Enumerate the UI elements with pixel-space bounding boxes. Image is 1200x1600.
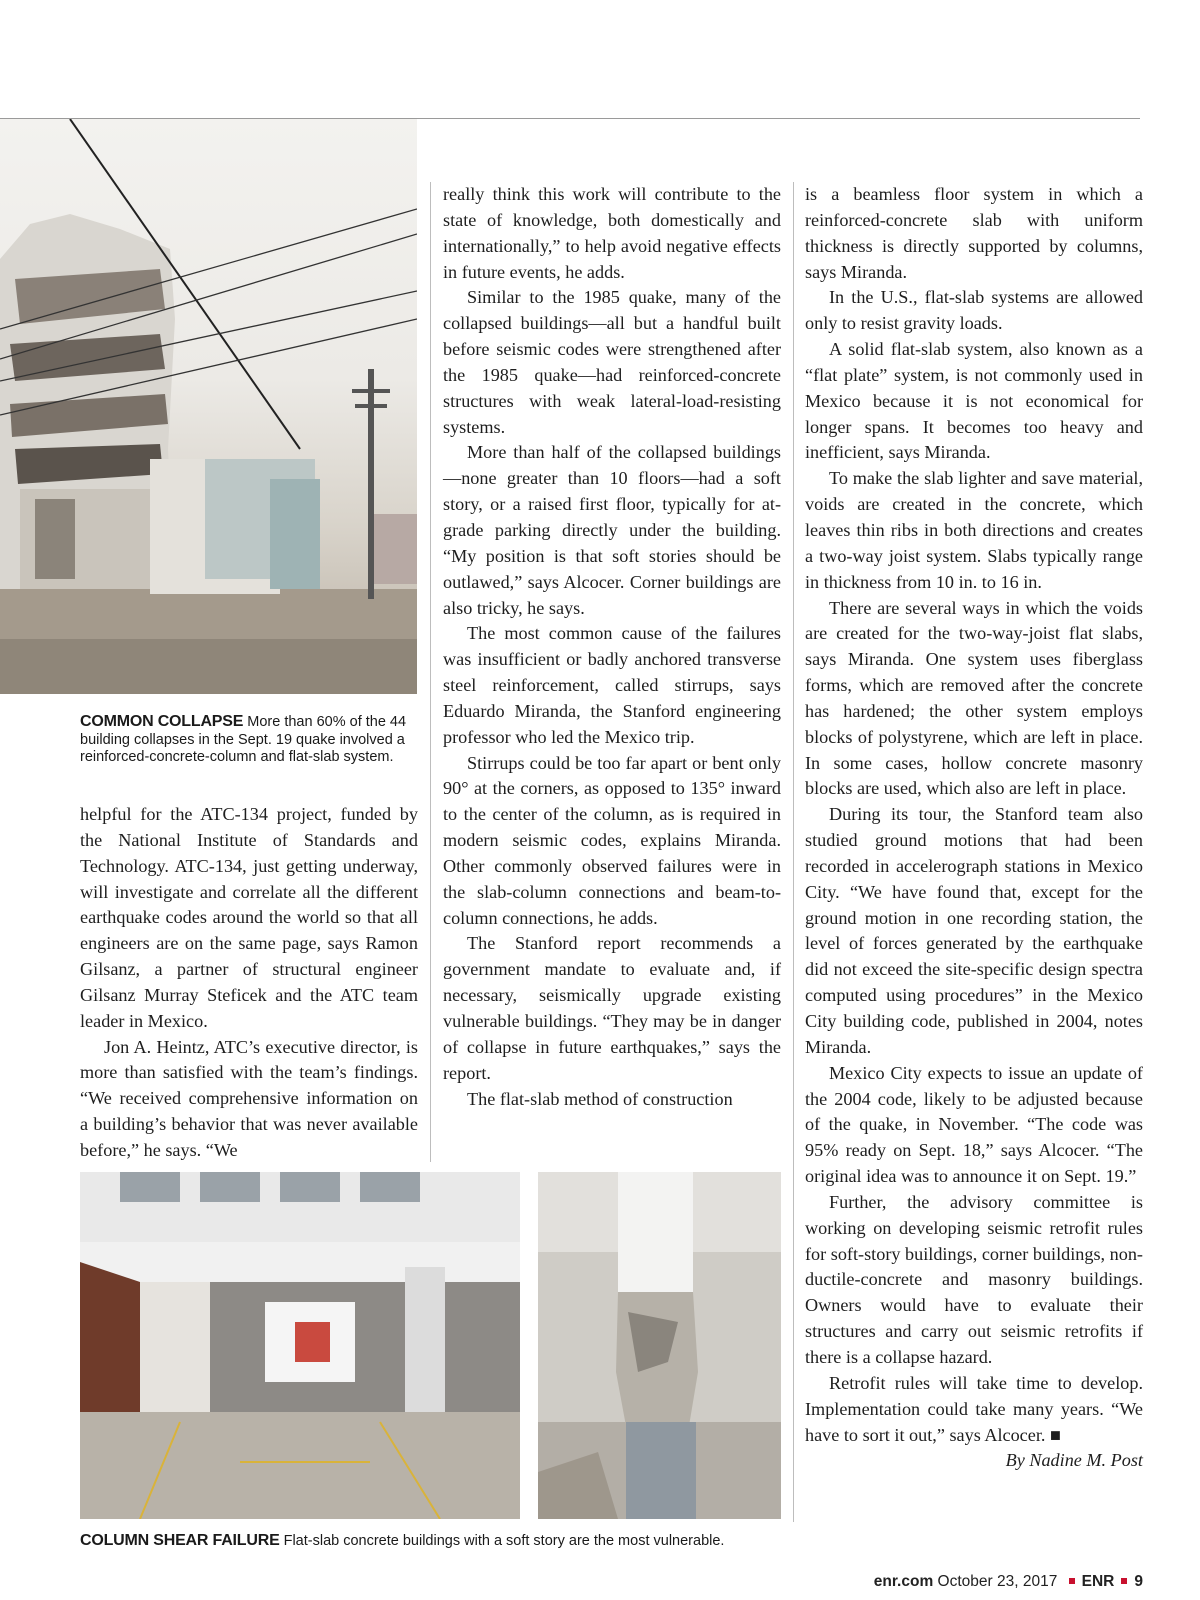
paragraph: During its tour, the Stanford team also studied ground motions that had been recorded in accelerograph stations in Mexico City. “We have found that, except for the ground motion in one recording station, the level of forces generated by the earthquake did not exceed the site-specific design spectra computed using procedures” in the Mexico City building code, published in 2004, notes Miranda. (805, 804, 1143, 1057)
caption-text: Flat-slab concrete buildings with a soft story are the most vulnerable. (283, 1533, 725, 1549)
paragraph: To make the slab lighter and save material, voids are created in the concrete, which leaves thin ribs in both directions and creates a two-way joist system. Slabs typically range in thickness from 10 in. to 16 in. (805, 468, 1143, 592)
article-column-2 (443, 182, 781, 1112)
paragraph: There are several ways in which the voids are created for the two-way-joist flat slabs, says Miranda. One system uses fiberglass forms, which are removed after the concrete has hardened; the other system employs blocks of polystyrene, which are left in place. In some cases, hollow concrete masonry blocks are used, which also are left in place. (805, 597, 1143, 799)
footer-brand: ENR (1081, 1573, 1115, 1590)
column-damage-close-photo (538, 1172, 781, 1519)
paragraph: The most common cause of the failures was insufficient or badly anchored transverse steel reinforcement, called stirrups, says Eduardo Miranda, the Stanford engineering professor who led the Mexico trip. (443, 623, 781, 747)
paragraph: Stirrups could be too far apart or bent only 90° at the corners, as opposed to 135° inward to the center of the column, as is required in modern seismic codes, explains Miranda. Other commonly observed failures were in the slab-column connections and beam-to-column connections, he adds. (443, 752, 781, 928)
paragraph: is a beamless floor system in which a reinforced-concrete slab with uniform thickness is directly supported by columns, says Miranda. (805, 184, 1143, 282)
paragraph: Retrofit rules will take time to develop. Implementation could take many years. “We have to sort it out,” says Alcocer. ■ (805, 1372, 1143, 1445)
paragraph: helpful for the ATC-134 project, funded by the National Institute of Standards and Technology. ATC-134, just getting underway, will investigate and correlate all the different earthquake codes around the world so that all engineers are on the same page, says Ramon Gilsanz, a partner of structural engineer Gilsanz Murray Steficek and the ATC team leader in Mexico. (80, 804, 418, 1031)
paragraph: In the U.S., flat-slab systems are allowed only to resist gravity loads. (805, 287, 1143, 334)
caption-heading: COMMON COLLAPSE (80, 713, 244, 730)
paragraph: A solid flat-slab system, also known as a “flat plate” system, is not commonly used in Mexico because it is not economical for longer spans. It becomes too heavy and inefficient, says Miranda. (805, 339, 1143, 463)
article-column-1 (80, 802, 418, 1164)
separator-square-icon (1069, 1578, 1075, 1584)
paragraph: really think this work will contribute to the state of knowledge, both domestically and internationally,” to help avoid negative effects in future events, he adds. (443, 184, 781, 282)
paragraph: Jon A. Heintz, ATC’s executive director, is more than satisfied with the team’s findings. “We received comprehensive information on a building’s behavior that was never available before,” he says. “We (80, 1036, 418, 1160)
article-column-3 (805, 182, 1143, 1474)
column-shear-caption (80, 1532, 780, 1551)
byline: By Nadine M. Post (1005, 1450, 1143, 1471)
page-footer (874, 1573, 1143, 1591)
collapsed-building-illustration (0, 119, 417, 694)
common-collapse-caption (80, 713, 410, 767)
caption-text: More than 60% of the 44 building collapses in the Sept. 19 quake involved a reinforced-concrete-column and flat-slab system. (80, 714, 407, 765)
column-damage-wide-photo (80, 1172, 520, 1519)
column-closeup-illustration (538, 1172, 781, 1519)
paragraph: More than half of the collapsed buildings—none greater than 10 floors—had a soft story, or a raised first floor, typically for at-grade parking directly under the building. “My position is that soft stories should be outlawed,” says Alcocer. Corner buildings are also tricky, he says. (443, 442, 781, 618)
parking-level-illustration (80, 1172, 520, 1519)
paragraph: Mexico City expects to issue an update of the 2004 code, likely to be adjusted because of the quake, in November. “The code was 95% ready on Sept. 18,” says Alcocer. “The original idea was to announce it on Sept. 19.” (805, 1062, 1143, 1187)
page-number: 9 (1134, 1573, 1143, 1590)
caption-heading: COLUMN SHEAR FAILURE (80, 1532, 280, 1549)
common-collapse-photo (0, 119, 417, 694)
paragraph: The flat-slab method of construction (467, 1088, 733, 1109)
column-divider (793, 182, 794, 1522)
paragraph: The Stanford report recommends a government mandate to evaluate and, if necessary, seismically upgrade existing vulnerable buildings. “They may be in danger of collapse in future earthquakes,” says the report. (443, 933, 781, 1083)
footer-date: October 23, 2017 (937, 1573, 1058, 1590)
footer-site: enr.com (873, 1573, 934, 1590)
paragraph: Further, the advisory committee is working on developing seismic retrofit rules for soft-story buildings, corner buildings, non-ductile-concrete and masonry buildings. Owners would have to evaluate their structures and carry out seismic retrofits if there is a collapse hazard. (805, 1191, 1143, 1367)
separator-square-icon (1121, 1578, 1127, 1584)
column-divider (430, 182, 431, 1162)
paragraph: Similar to the 1985 quake, many of the collapsed buildings—all but a handful built before seismic codes were strengthened after the 1985 quake—had reinforced-concrete structures with weak lateral-load-resisting systems. (443, 287, 781, 437)
